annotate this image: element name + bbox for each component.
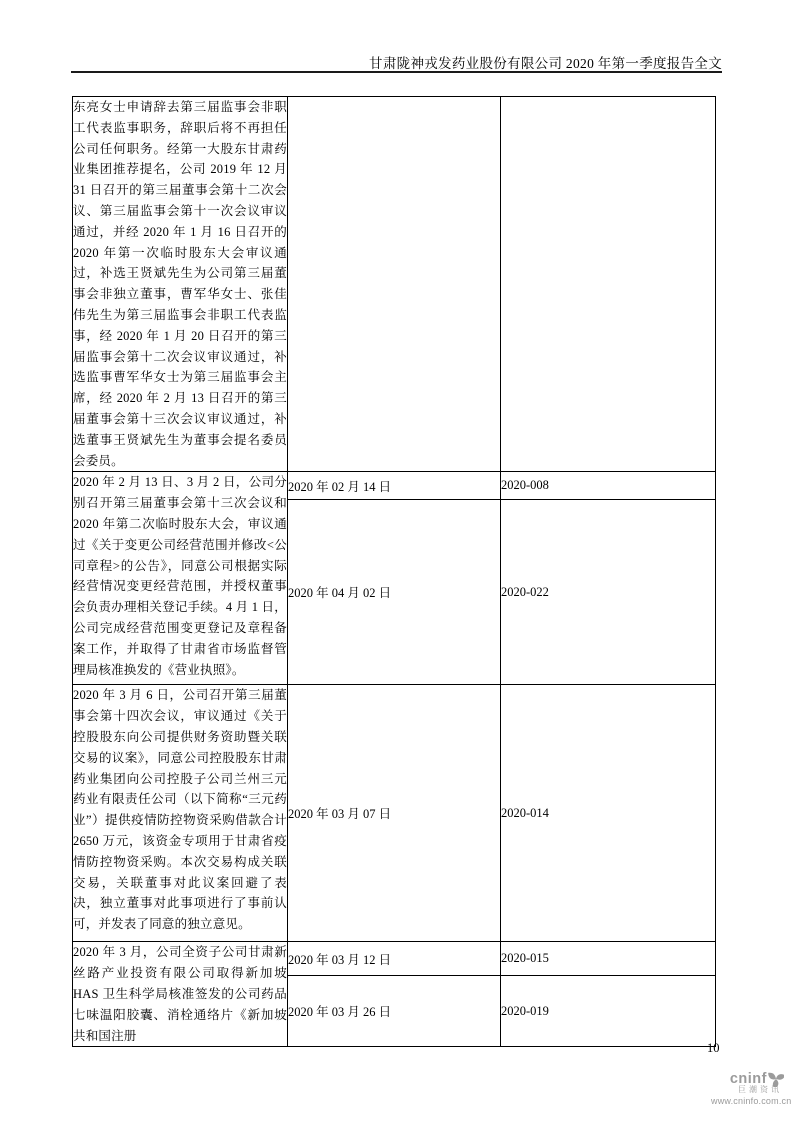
event-description-cell: 2020 年 2 月 13 日、3 月 2 日，公司分别召开第三届董事会第十三次会议和 2020 年第二次临时股东大会，审议通过《关于变更公司经营范围并修改<公司章程>的公告》，同意公司根据实际经营情况变更经营范围，并授权董事会负责办理相关登记手续。4 月 1 日，公司完成经营范围变更登记及章程备案工作，并取得了甘肃省市场监督管理局核准换发的《营业执照》。 — [73, 472, 288, 685]
table-row — [73, 942, 716, 976]
cninfo-logo — [711, 1071, 791, 1106]
cninfo-chinese-name: 巨潮资讯 — [738, 1085, 782, 1094]
event-description-cell: 2020 年 3 月 6 日，公司召开第三届董事会第十四次会议，审议通过《关于控股股东向公司提供财务资助暨关联交易的议案》，同意公司控股股东甘肃药业集团向公司控股子公司兰州三元药业有限责任公司（以下简称“三元药业”）提供疫情防控物资采购借款合计 2650 万元，该资金专项用于甘肃省疫情防控物资采购。本次交易构成关联交易，关联董事对此议案回避了表决，独立董事对此事项进行了事前认可，并发表了同意的独立意见。 — [73, 685, 288, 942]
announcement-index-cell: 2020-015 — [501, 942, 716, 976]
event-description-cell: 东亮女士申请辞去第三届监事会非职工代表监事职务，辞职后将不再担任公司任何职务。经第一大股东甘肃药业集团推荐提名，公司 2019 年 12 月 31 日召开的第三届董事会第十二次会议、第三届监事会第十一次会议审议通过，并经 2020 年 1 月 16 日召开的 2020 年第一次临时股东大会审议通过，补选王贤斌先生为公司第三届董事会非独立董事，曹军华女士、张佳伟先生为第三届监事会非职工代表监事，经 2020 年 1 月 20 日召开的第三届监事会第十二次会议审议通过，补选监事曹军华女士为第三届监事会主席，经 2020 年 2 月 13 日召开的第三届董事会第十三次会议审议通过，补选董事王贤斌先生为董事会提名委员会委员。 — [73, 97, 288, 472]
announcement-index-cell: 2020-022 — [501, 500, 716, 685]
event-description-cell: 2020 年 3 月，公司全资子公司甘肃新丝路产业投资有限公司取得新加坡 HAS 卫生科学局核准签发的公司药品七味温阳胶囊、消栓通络片《新加坡共和国注册 — [73, 942, 288, 1047]
disclosure-date-cell: 2020 年 03 月 07 日 — [288, 685, 501, 942]
cninfo-url: www.cninfo.com.cn — [711, 1096, 792, 1106]
cninfo-brand-text: cninf — [729, 1071, 767, 1087]
table-row — [73, 685, 716, 942]
disclosure-date-cell — [288, 97, 501, 472]
table-row — [73, 97, 716, 472]
disclosure-date-cell: 2020 年 03 月 12 日 — [288, 942, 501, 976]
announcement-index-cell: 2020-008 — [501, 472, 716, 500]
announcement-index-cell: 2020-014 — [501, 685, 716, 942]
major-events-table — [72, 96, 716, 1047]
disclosure-date-cell: 2020 年 03 月 26 日 — [288, 976, 501, 1047]
page-number: 10 — [707, 1041, 720, 1055]
announcement-index-cell: 2020-019 — [501, 976, 716, 1047]
page-header-rule — [71, 71, 722, 73]
announcement-index-cell — [501, 97, 716, 472]
disclosure-date-cell: 2020 年 04 月 02 日 — [288, 500, 501, 685]
disclosure-date-cell: 2020 年 02 月 14 日 — [288, 472, 501, 500]
table-row — [73, 472, 716, 500]
page-header-title: 甘肃陇神戎发药业股份有限公司 2020 年第一季度报告全文 — [369, 56, 722, 71]
